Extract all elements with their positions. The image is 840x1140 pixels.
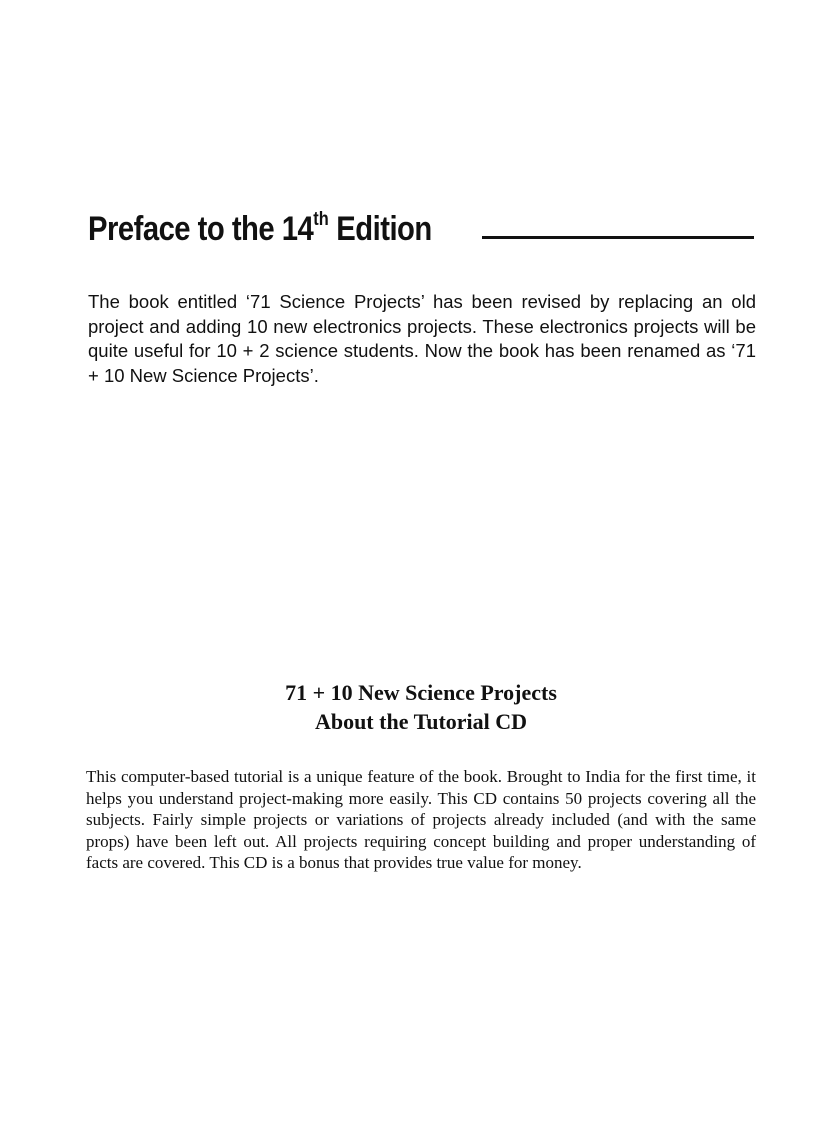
preface-title-main: Preface to the 14 <box>88 210 314 248</box>
cd-section-title-line2: About the Tutorial CD <box>314 709 528 734</box>
preface-heading <box>88 205 758 253</box>
preface-body-paragraph: The book entitled ‘71 Science Projects’ has been revised by replacing an old project and adding 10 new electronics projects. These electronics projects will be quite useful for 10 + 2 science students. Now the book has been renamed as ‘71 + 10 New Science Projects’. <box>88 291 756 386</box>
cd-section-title-line1: 71 + 10 New Science Projects <box>285 680 557 705</box>
preface-title <box>88 205 432 253</box>
heading-rule <box>482 236 754 239</box>
cd-section-heading <box>88 678 754 736</box>
cd-section-body-paragraph: This computer-based tutorial is a unique feature of the book. Brought to India for the first time, it helps you understand project-making more easily. This CD contains 50 projects covering all the subjects. Fairly simple projects or variations of projects already included (and with the same props) have been left out. All projects requiring concept building and proper understanding of facts are covered. This CD is a bonus that provides true value for money. <box>86 767 756 873</box>
preface-title-superscript: th <box>313 209 329 230</box>
preface-title-end: Edition <box>328 210 432 248</box>
